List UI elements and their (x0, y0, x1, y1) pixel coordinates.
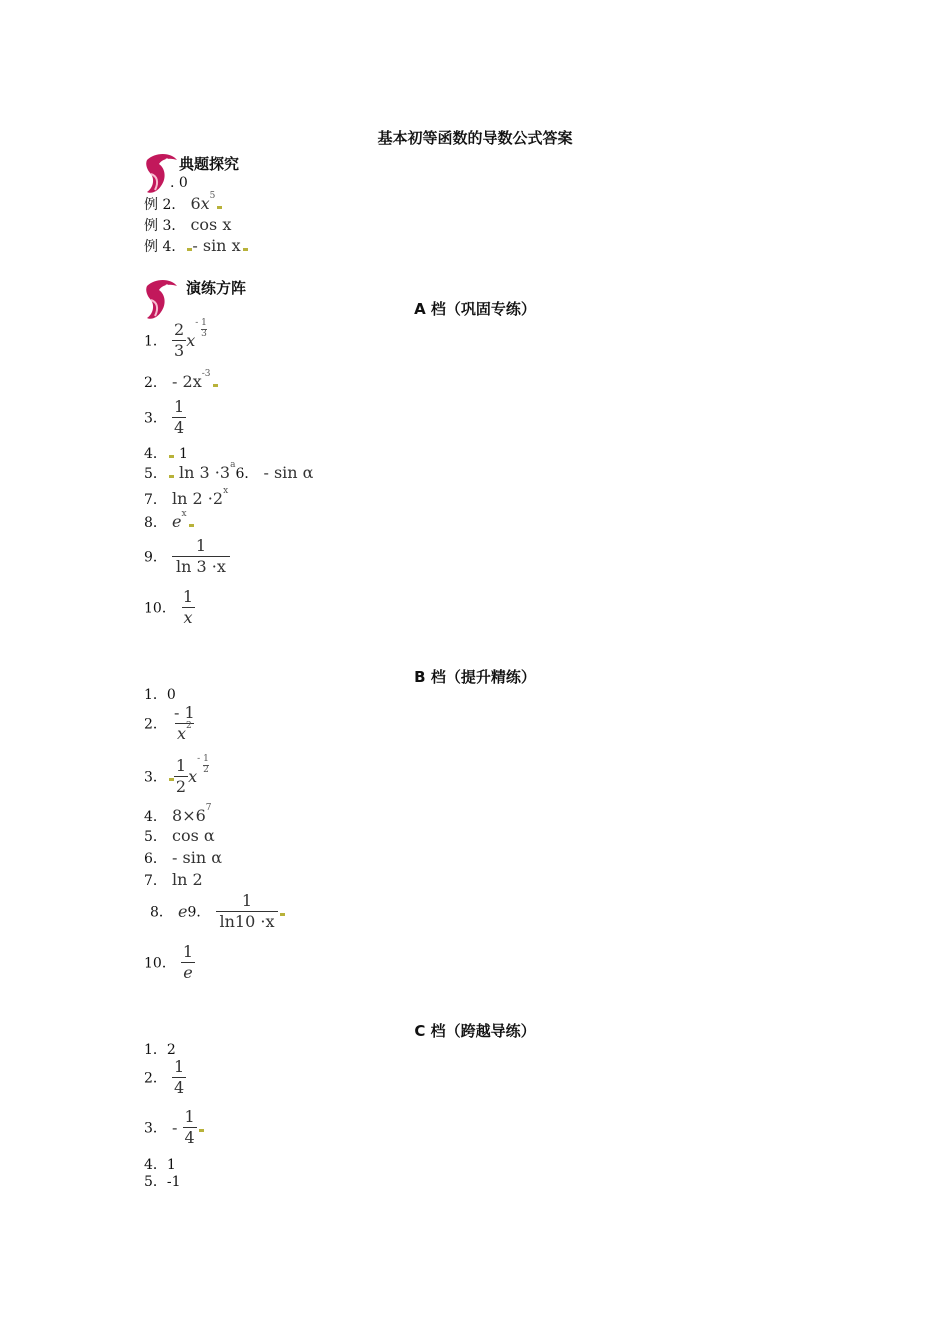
highlight-mark (169, 475, 174, 478)
answer-a9: 9． $\frac{1}{\ln 3 \cdot x}$ (144, 536, 230, 577)
section-title-examples: 典题探究 (179, 155, 240, 173)
highlight-mark (280, 913, 285, 916)
highlight-mark (169, 455, 174, 458)
grade-b-heading: B 档（提升精练） (414, 668, 536, 686)
example-4: 例 4． - sin x (144, 236, 248, 256)
section-title-exercises: 演练方阵 (186, 279, 247, 297)
example-3: 例 3． cos x (144, 215, 232, 234)
answer-a3: 3． $\frac{1}{4}$ (144, 397, 185, 437)
answer-a10: 10． $\frac{1}{x}$ (144, 587, 194, 627)
answer-b1: 1．0 (144, 687, 176, 703)
answer-a8: 8． $e^x$ (144, 512, 194, 532)
answer-c5: 5．-1 (144, 1174, 181, 1190)
answer-b6: 6． - sin α (144, 848, 223, 867)
example-1: . 0 (170, 175, 188, 191)
grade-c-heading: C 档（跨越导练） (414, 1022, 536, 1040)
answer-b3: 3． $\frac{1}{2}$ x- $\frac{1}{2}$ (144, 754, 209, 796)
highlight-mark (243, 248, 248, 251)
highlight-mark (189, 524, 194, 527)
answer-b7: 7． ln 2 (144, 870, 203, 889)
grade-a-heading: A 档（巩固专练） (414, 300, 536, 318)
answer-b10: 10． $\frac{1}{e}$ (144, 942, 194, 982)
highlight-mark (213, 384, 218, 387)
highlight-mark (199, 1129, 204, 1132)
answer-a5-a6: 5． $\ln 3 \cdot 3^a6$． - sin α (144, 460, 314, 482)
example-2: 例 2． $6x^5$ (144, 194, 222, 214)
answer-b2: 2． $\frac{- 1}{x^2}$ (144, 703, 195, 743)
page-title: 基本初等函数的导数公式答案 (377, 129, 573, 147)
highlight-mark (217, 206, 222, 209)
answer-a2: 2． - $2x^{-3}$ (144, 372, 218, 392)
answer-b4: 4． $8\times 6^7$ (144, 803, 212, 825)
answer-c3: 3． - $\frac{1}{4}$ (144, 1107, 204, 1148)
answer-a7: 7． $\ln 2 \cdot 2^x$ (144, 486, 229, 508)
answer-c2: 2． $\frac{1}{4}$ (144, 1057, 185, 1097)
answer-b5: 5． cos α (144, 826, 215, 845)
answer-c1: 1．2 (144, 1042, 176, 1058)
answer-b8-b9: 8． e9． $\frac{1}{\ln 10 \cdot x}$ (150, 891, 285, 932)
answer-a4: 4． 1 (144, 446, 188, 462)
answer-a1: 1． $\frac{2}{3}$ x- $\frac{1}{3}$ (144, 318, 207, 360)
answer-c4: 4．1 (144, 1157, 176, 1173)
